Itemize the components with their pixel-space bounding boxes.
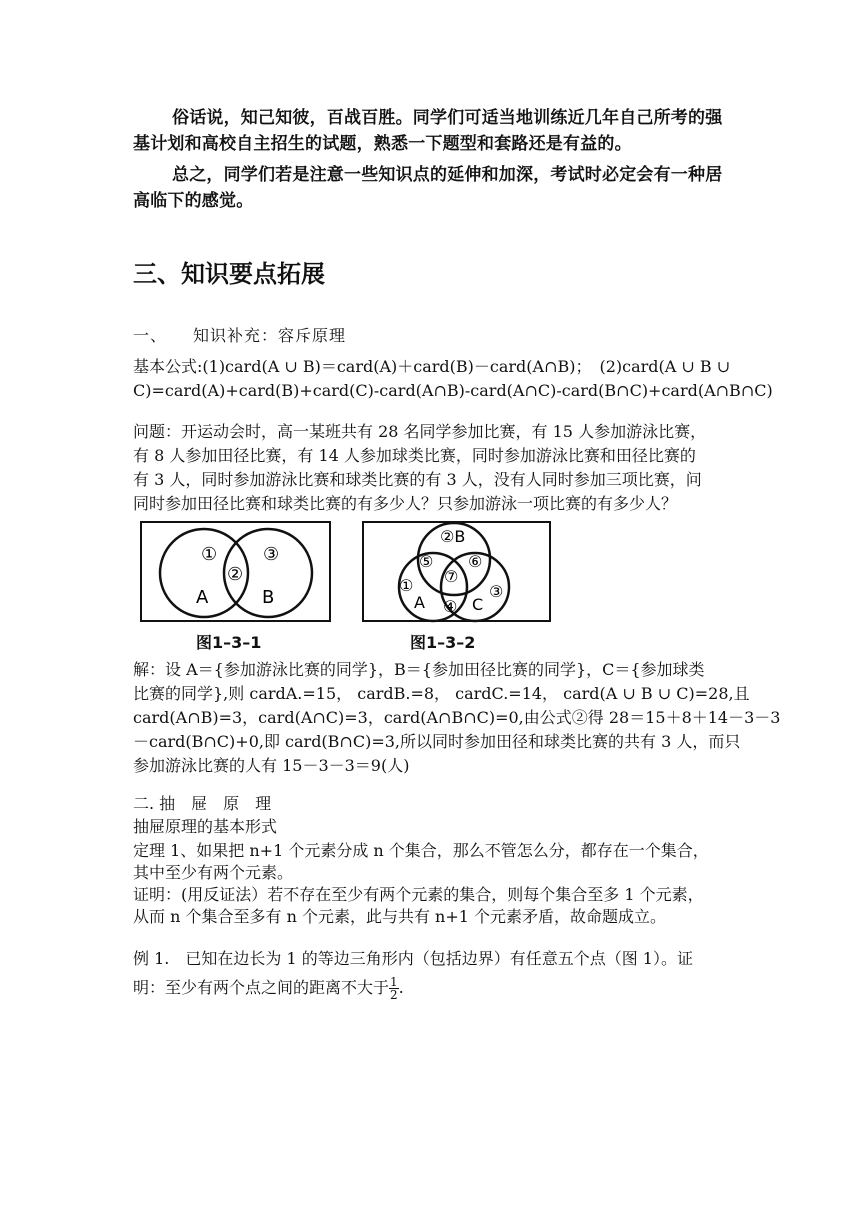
venn-diagram-two-sets — [140, 521, 332, 623]
fig2-label-3: ③ — [489, 582, 504, 601]
solution-line3: card(A∩B)=3，card(A∩C)=3，card(A∩B∩C)=0,由公式②得 28＝15＋8＋14－3－3 — [133, 708, 781, 727]
problem-line4: 同时参加田径比赛和球类比赛的有多少人？只参加游泳一项比赛的有多少人？ — [133, 494, 678, 513]
problem-line2: 有 8 人参加田径比赛，有 14 人参加球类比赛，同时参加游泳比赛和田径比赛的 — [133, 446, 696, 465]
example1-line2 — [133, 976, 404, 1001]
section-title: 三、知识要点拓展 — [133, 260, 325, 288]
theorem-line2: 其中至少有两个元素。 — [133, 863, 294, 882]
solution-line5: 参加游泳比赛的人有 15－3－3＝9(人) — [133, 756, 410, 775]
fraction-numerator: 1 — [390, 975, 398, 989]
fraction-denominator: 2 — [390, 988, 398, 1002]
part2-title: 二. 抽 屉 原 理 — [133, 794, 272, 813]
problem-line1: 问题：开运动会时，高一某班共有 28 名同学参加比赛，有 15 人参加游泳比赛， — [133, 422, 707, 441]
formula-line1: 基本公式:(1)card(A ∪ B)＝card(A)＋card(B)－card(A∩B)； (2)card(A ∪ B ∪ — [133, 357, 731, 376]
intro-para2-line1: 总之，同学们若是注意一些知识点的延伸和加深，考试时必定会有一种居 — [172, 165, 723, 185]
solution-line1: 解：设 A＝{参加游泳比赛的同学}，B＝{参加田径比赛的同学}，C＝{参加球类 — [133, 660, 705, 679]
fig2-label-c: C — [472, 595, 484, 614]
fig2-label-1: ① — [399, 576, 414, 595]
solution-line4: －card(B∩C)+0,即 card(B∩C)=3,所以同时参加田径和球类比赛的共有 3 人，而只 — [133, 732, 741, 751]
proof-line2: 从而 n 个集合至多有 n 个元素，此与共有 n+1 个元素矛盾，故命题成立。 — [133, 907, 667, 926]
problem-line3: 有 3 人，同时参加游泳比赛和球类比赛的有 3 人，没有人同时参加三项比赛，问 — [133, 470, 702, 489]
solution-line2: 比赛的同学},则 cardA.=15， cardB.=8， cardC.=14， card(A ∪ B ∪ C)=28,且 — [133, 684, 750, 703]
intro-para2-line2: 高临下的感觉。 — [133, 191, 254, 211]
fig2-label-5: ⑤ — [419, 552, 434, 571]
example1-line2-text: 明：至少有两个点之间的距离不大于 — [133, 978, 390, 997]
fig1-label-a: A — [196, 587, 209, 608]
fig2-label-a: A — [414, 593, 425, 612]
fig2-caption: 图1–3–2 — [410, 633, 476, 652]
fig1-caption: 图1–3–1 — [196, 633, 262, 652]
venn-diagram-three-sets — [362, 521, 552, 623]
fig1-label-3: ③ — [263, 544, 280, 565]
formula-line2: C)=card(A)+card(B)+card(C)-card(A∩B)-card(A∩C)-card(B∩C)+card(A∩B∩C) — [133, 381, 773, 400]
fig1-label-1: ① — [201, 544, 218, 565]
fig2-label-4: ④ — [443, 597, 458, 616]
fig2-label-6: ⑥ — [468, 552, 483, 571]
proof-line1: 证明：(用反证法）若不存在至少有两个元素的集合，则每个集合至多 1 个元素， — [133, 885, 704, 904]
fig2-label-2b: ②B — [440, 527, 466, 546]
example1-line1: 例 1. 已知在边长为 1 的等边三角形内（包括边界）有任意五个点（图 1）。证 — [133, 949, 693, 968]
fraction-one-half — [389, 976, 399, 1001]
example1-line2-period: . — [398, 978, 404, 997]
part1-title: 一、 知识补充：容斥原理 — [133, 326, 347, 345]
fig1-label-2: ② — [227, 564, 244, 585]
part2-subtitle: 抽屉原理的基本形式 — [133, 817, 278, 836]
intro-para1-line2: 基计划和高校自主招生的试题，熟悉一下题型和套路还是有益的。 — [133, 134, 632, 154]
intro-para1-line1: 俗话说，知己知彼，百战百胜。同学们可适当地训练近几年自己所考的强 — [172, 108, 723, 128]
theorem-line1: 定理 1、如果把 n+1 个元素分成 n 个集合，那么不管怎么分，都存在一个集合， — [133, 841, 709, 860]
fig2-label-7: ⑦ — [444, 567, 459, 586]
fig1-label-b: B — [262, 587, 275, 608]
